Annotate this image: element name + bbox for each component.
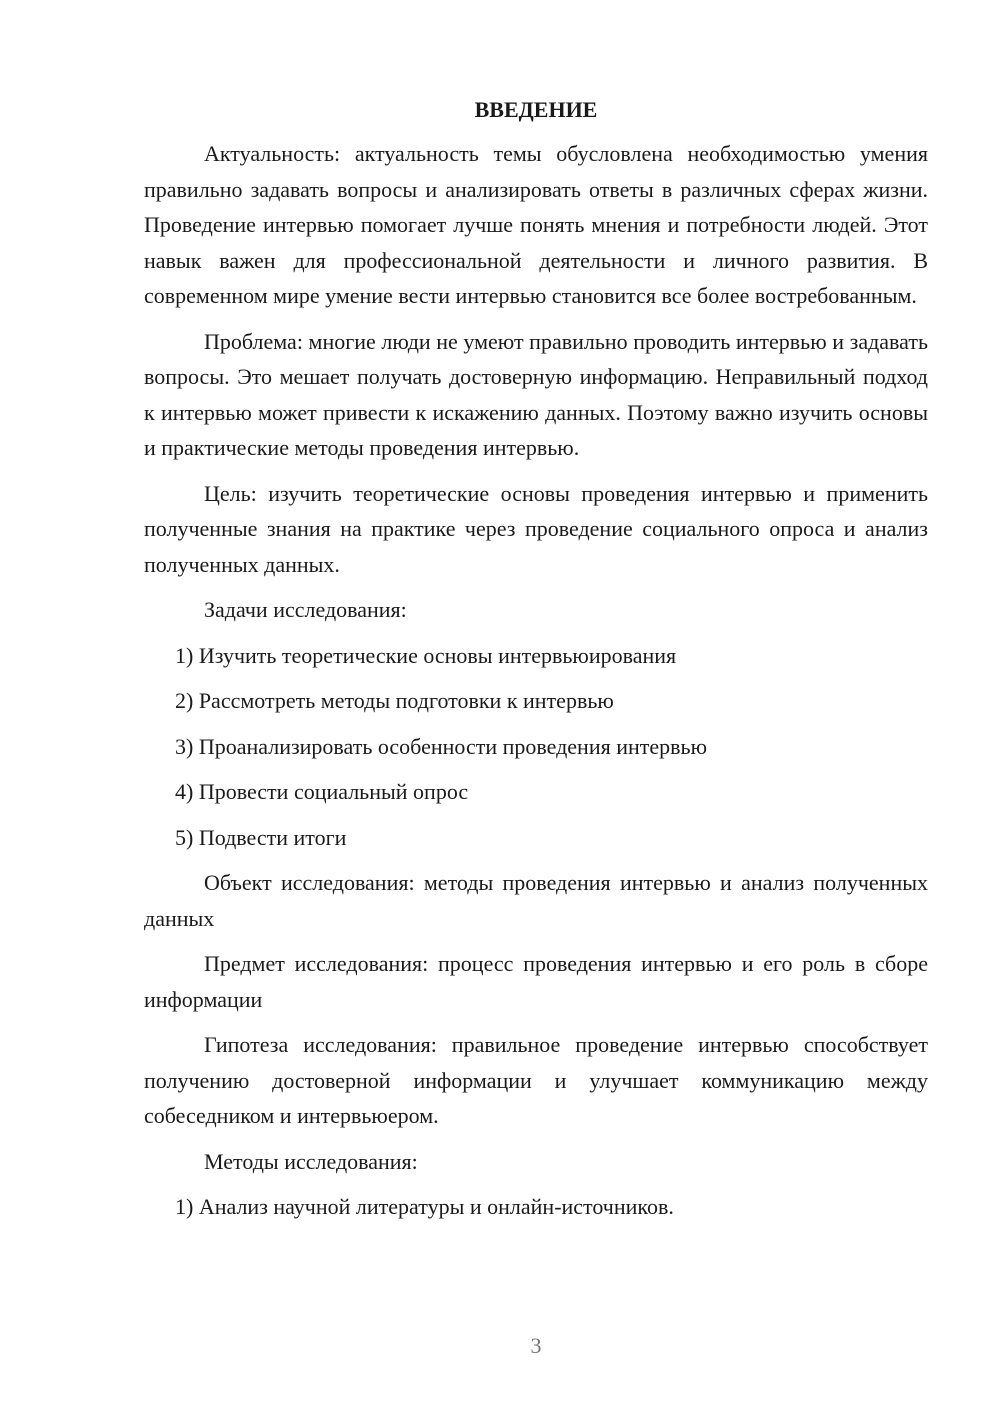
list-item: 1) Изучить теоретические основы интервьюирования	[175, 642, 677, 668]
methods-heading: Методы исследования:	[204, 1148, 418, 1174]
tasks-list	[144, 638, 928, 856]
page-number: 3	[530, 1333, 542, 1358]
object-paragraph: Объект исследования: методы проведения интервью и анализ полученных данных	[144, 870, 928, 931]
section-title: ВВЕДЕНИЕ	[474, 97, 598, 122]
relevance-paragraph: Актуальность: актуальность темы обусловлена необходимостью умения правильно задавать вопросы и анализировать ответы в различных сферах жизни. Проведение интервью помогает лучше понять мнения и потребности людей. Этот навык важен для профессиональной деятельности и личного развития. В современном мире умение вести интервью становится все более востребованным.	[144, 141, 928, 308]
methods-list	[144, 1189, 928, 1225]
problem-paragraph: Проблема: многие люди не умеют правильно проводить интервью и задавать вопросы. Это мешает получать достоверную информацию. Неправильный подход к интервью может привести к искажению данных. Поэтому важно изучить основы и практические методы проведения интервью.	[144, 328, 928, 460]
hypothesis-paragraph: Гипотеза исследования: правильное проведение интервью способствует получению достоверной информации и улучшает коммуникацию между собеседником и интервьюером.	[144, 1032, 928, 1128]
subject-paragraph: Предмет исследования: процесс проведения интервью и его роль в сборе информации	[144, 951, 928, 1012]
list-item: 5) Подвести итоги	[175, 824, 347, 850]
list-item: 3) Проанализировать особенности проведения интервью	[175, 733, 708, 759]
list-item: 4) Провести социальный опрос	[175, 779, 469, 804]
document-page	[144, 94, 928, 1235]
list-item: 1) Анализ научной литературы и онлайн-источников.	[175, 1194, 674, 1219]
list-item: 2) Рассмотреть методы подготовки к интервью	[175, 688, 614, 713]
tasks-heading: Задачи исследования:	[204, 597, 407, 622]
goal-paragraph: Цель: изучить теоретические основы проведения интервью и применить полученные знания на практике через проведение социального опроса и анализ полученных данных.	[144, 480, 928, 577]
